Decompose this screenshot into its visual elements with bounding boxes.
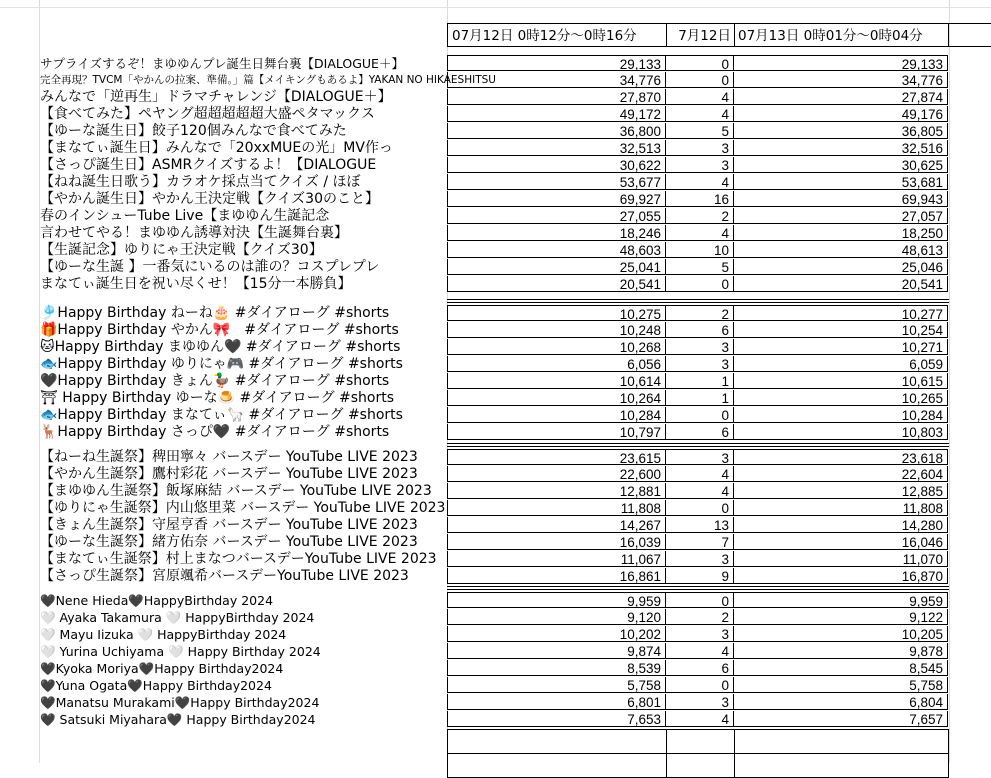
diff-cell[interactable]: 4 <box>666 106 734 122</box>
diff-cell[interactable]: 3 <box>666 694 734 710</box>
video-title-cell[interactable]: 【さっぴ生誕祭】宮原颯希バースデーYouTube LIVE 2023 <box>40 568 409 584</box>
table-row[interactable] <box>0 242 991 259</box>
views-0713-cell[interactable]: 12,885 <box>734 483 948 499</box>
diff-cell[interactable]: 3 <box>666 626 734 642</box>
table-row[interactable] <box>0 322 991 339</box>
views-0712-cell[interactable]: 36,800 <box>447 123 666 139</box>
views-0713-cell[interactable]: 25,046 <box>734 259 948 275</box>
gridline-horizontal <box>0 7 991 8</box>
group-separator <box>447 443 949 447</box>
views-0713-cell[interactable]: 7,657 <box>734 711 948 727</box>
views-0712-cell[interactable]: 49,172 <box>447 106 666 122</box>
table-row[interactable] <box>0 373 991 390</box>
header-cell-0713-time[interactable]: 07月13日 0時01分～0時04分 <box>734 23 949 47</box>
diff-cell[interactable]: 4 <box>666 225 734 241</box>
views-0712-cell[interactable]: 9,874 <box>447 643 666 659</box>
views-0713-cell[interactable]: 10,271 <box>734 339 948 355</box>
views-0712-cell[interactable]: 10,202 <box>447 626 666 642</box>
views-0712-cell[interactable]: 5,758 <box>447 677 666 693</box>
diff-cell[interactable]: 4 <box>666 483 734 499</box>
video-title-cell[interactable]: 春のインシューTube Live【まゆゆん生誕記念 <box>40 208 330 224</box>
diff-cell[interactable]: 3 <box>666 551 734 567</box>
views-0713-cell[interactable]: 8,545 <box>734 660 948 676</box>
video-title-cell[interactable]: 🖤Kyoka Moriya🖤Happy Birthday2024 <box>40 661 284 676</box>
views-0712-cell[interactable]: 14,267 <box>447 517 666 533</box>
table-row[interactable] <box>0 390 991 407</box>
views-0712-cell[interactable]: 34,776 <box>447 72 666 88</box>
views-0713-cell[interactable]: 22,604 <box>734 466 948 482</box>
views-0713-cell[interactable]: 6,804 <box>734 694 948 710</box>
video-title-cell[interactable]: 🖤Happy Birthday きょん🦆 #ダイアローグ #shorts <box>40 373 390 389</box>
table-row[interactable] <box>0 106 991 123</box>
table-row[interactable] <box>0 660 991 677</box>
diff-cell[interactable]: 2 <box>666 208 734 224</box>
views-0712-cell[interactable]: 12,881 <box>447 483 666 499</box>
views-0712-cell[interactable]: 29,133 <box>447 55 666 71</box>
views-0713-cell[interactable]: 34,776 <box>734 72 948 88</box>
views-0713-cell[interactable]: 36,805 <box>734 123 948 139</box>
table-row[interactable] <box>0 140 991 157</box>
diff-cell[interactable]: 0 <box>666 276 734 292</box>
video-title-cell[interactable]: 🖤 Satsuki Miyahara🖤 Happy Birthday2024 <box>40 712 316 727</box>
views-0713-cell[interactable]: 11,070 <box>734 551 948 567</box>
table-row[interactable] <box>0 592 991 609</box>
views-0713-cell[interactable]: 10,265 <box>734 390 948 406</box>
table-row[interactable] <box>0 174 991 191</box>
views-0712-cell[interactable]: 22,600 <box>447 466 666 482</box>
video-title-cell[interactable]: 🎁Happy Birthday やかん🎀 #ダイアローグ #shorts <box>40 322 399 338</box>
empty-cell[interactable] <box>734 729 949 754</box>
views-0713-cell[interactable]: 11,808 <box>734 500 948 516</box>
diff-cell[interactable]: 0 <box>666 677 734 693</box>
video-title-cell[interactable]: サプライズするぞ！まゆゆんプレ誕生日舞台裏【DIALOGUE＋】 <box>40 56 404 71</box>
diff-cell[interactable]: 7 <box>666 534 734 550</box>
video-title-cell[interactable]: 【まなてぃ生誕祭】村上まなつバースデーYouTube LIVE 2023 <box>40 551 437 567</box>
table-row[interactable] <box>0 225 991 242</box>
empty-cell[interactable] <box>734 753 949 778</box>
video-title-cell[interactable]: 【きょん生誕祭】守屋亨香 バースデー YouTube LIVE 2023 <box>40 517 418 533</box>
diff-cell[interactable]: 3 <box>666 449 734 465</box>
diff-cell[interactable]: 9 <box>666 568 734 584</box>
diff-cell[interactable]: 1 <box>666 390 734 406</box>
table-row[interactable] <box>0 123 991 140</box>
video-title-cell[interactable]: 🐱Happy Birthday まゆゆん🖤 #ダイアローグ #shorts <box>40 339 401 355</box>
views-0712-cell[interactable]: 32,513 <box>447 140 666 156</box>
table-row[interactable] <box>0 55 991 72</box>
group-separator <box>447 299 949 303</box>
views-0712-cell[interactable]: 25,041 <box>447 259 666 275</box>
table-row[interactable] <box>0 407 991 424</box>
views-0713-cell[interactable]: 69,943 <box>734 191 948 207</box>
video-title-cell[interactable]: ⛩ Happy Birthday ゆーな🍮 #ダイアローグ #shorts <box>40 390 395 406</box>
video-title-cell[interactable]: 【やかん生誕祭】鷹村彩花 バースデー YouTube LIVE 2023 <box>40 466 418 482</box>
diff-cell[interactable]: 4 <box>666 711 734 727</box>
views-0712-cell[interactable]: 23,615 <box>447 449 666 465</box>
header-cell-0712-time[interactable]: 07月12日 0時12分～0時16分 <box>447 23 667 47</box>
views-0712-cell[interactable]: 9,959 <box>447 592 666 608</box>
views-0712-cell[interactable]: 69,927 <box>447 191 666 207</box>
views-0712-cell[interactable]: 20,541 <box>447 276 666 292</box>
views-0713-cell[interactable]: 16,046 <box>734 534 948 550</box>
video-title-cell[interactable]: 言わせてやる！まゆゆん誘導対決【生誕舞台裏】 <box>40 225 348 241</box>
views-0713-cell[interactable]: 6,059 <box>734 356 948 372</box>
views-0713-cell[interactable]: 29,133 <box>734 55 948 71</box>
table-row[interactable] <box>0 694 991 711</box>
diff-cell[interactable]: 4 <box>666 643 734 659</box>
views-0712-cell[interactable]: 7,653 <box>447 711 666 727</box>
table-row[interactable] <box>0 568 991 585</box>
views-0712-cell[interactable]: 53,677 <box>447 174 666 190</box>
views-0713-cell[interactable]: 27,874 <box>734 89 948 105</box>
header-cell-empty[interactable] <box>948 23 991 47</box>
views-0713-cell[interactable]: 49,176 <box>734 106 948 122</box>
views-0712-cell[interactable]: 27,055 <box>447 208 666 224</box>
diff-cell[interactable]: 16 <box>666 191 734 207</box>
views-0712-cell[interactable]: 8,539 <box>447 660 666 676</box>
views-0713-cell[interactable]: 16,870 <box>734 568 948 584</box>
diff-cell[interactable]: 6 <box>666 660 734 676</box>
views-0713-cell[interactable]: 9,878 <box>734 643 948 659</box>
video-title-cell[interactable]: 【ねーね生誕祭】稗田寧々 バースデー YouTube LIVE 2023 <box>40 449 418 465</box>
diff-cell[interactable]: 6 <box>666 322 734 338</box>
video-title-cell[interactable]: 【ねね誕生日歌う】カラオケ採点当てクイズ / ほぼ <box>40 174 361 190</box>
diff-cell[interactable]: 2 <box>666 609 734 625</box>
views-0713-cell[interactable]: 9,959 <box>734 592 948 608</box>
diff-cell[interactable]: 1 <box>666 373 734 389</box>
views-0712-cell[interactable]: 10,268 <box>447 339 666 355</box>
views-0712-cell[interactable]: 10,614 <box>447 373 666 389</box>
video-title-cell[interactable]: 🎐Happy Birthday ねーね🎂 #ダイアローグ #shorts <box>40 305 390 321</box>
diff-cell[interactable]: 4 <box>666 174 734 190</box>
video-title-cell[interactable]: 🐟Happy Birthday ゆりにゃ🎮 #ダイアローグ #shorts <box>40 356 403 372</box>
views-0713-cell[interactable]: 14,280 <box>734 517 948 533</box>
table-row[interactable] <box>0 500 991 517</box>
video-title-cell[interactable]: 【さっぴ誕生日】ASMRクイズするよ！【DIALOGUE <box>40 157 377 173</box>
video-title-cell[interactable]: 【ゆーな誕生日】餃子120個みんなで食べてみた <box>40 123 347 139</box>
empty-cell[interactable] <box>447 753 667 778</box>
diff-cell[interactable]: 13 <box>666 517 734 533</box>
views-0713-cell[interactable]: 10,254 <box>734 322 948 338</box>
diff-cell[interactable]: 4 <box>666 89 734 105</box>
video-title-cell[interactable]: 🤍 Mayu Iizuka 🤍 HappyBirthday 2024 <box>40 627 287 642</box>
table-row[interactable] <box>0 339 991 356</box>
table-row[interactable] <box>0 356 991 373</box>
views-0712-cell[interactable]: 11,808 <box>447 500 666 516</box>
table-row[interactable] <box>0 449 991 466</box>
diff-cell[interactable]: 0 <box>666 72 734 88</box>
table-row[interactable] <box>0 609 991 626</box>
views-0713-cell[interactable]: 10,205 <box>734 626 948 642</box>
diff-cell[interactable]: 0 <box>666 407 734 423</box>
diff-cell[interactable]: 10 <box>666 242 734 258</box>
video-title-cell[interactable]: 【まなてぃ誕生日】みんなで「20xxMUEの光」MV作っ <box>40 140 393 156</box>
header-cell-0712[interactable]: 7月12日 <box>666 23 735 47</box>
views-0712-cell[interactable]: 27,870 <box>447 89 666 105</box>
views-0712-cell[interactable]: 16,861 <box>447 568 666 584</box>
views-0712-cell[interactable]: 10,264 <box>447 390 666 406</box>
views-0712-cell[interactable]: 10,248 <box>447 322 666 338</box>
table-row[interactable] <box>0 259 991 276</box>
video-title-cell[interactable]: 【ゆりにゃ生誕祭】内山悠里菜 バースデー YouTube LIVE 2023 <box>40 500 446 516</box>
video-title-cell[interactable]: 🦌Happy Birthday さっぴ🖤 #ダイアローグ #shorts <box>40 424 390 440</box>
views-0712-cell[interactable]: 10,797 <box>447 424 666 440</box>
video-title-cell[interactable]: まなてぃ誕生日を祝い尽くせ！【15分一本勝負】 <box>40 276 352 292</box>
video-title-cell[interactable]: 🤍 Ayaka Takamura 🤍 HappyBirthday 2024 <box>40 610 315 625</box>
diff-cell[interactable]: 0 <box>666 55 734 71</box>
views-0712-cell[interactable]: 18,246 <box>447 225 666 241</box>
table-row[interactable] <box>0 483 991 500</box>
video-title-cell[interactable]: 【やかん誕生日】やかん王決定戦【クイズ30のこと】 <box>40 191 379 207</box>
views-0712-cell[interactable]: 16,039 <box>447 534 666 550</box>
table-row[interactable] <box>0 626 991 643</box>
table-row[interactable] <box>0 208 991 225</box>
views-0713-cell[interactable]: 18,250 <box>734 225 948 241</box>
table-row[interactable] <box>0 276 991 293</box>
table-row[interactable] <box>0 517 991 534</box>
table-row[interactable] <box>0 305 991 322</box>
views-0713-cell[interactable]: 53,681 <box>734 174 948 190</box>
table-row[interactable] <box>0 191 991 208</box>
table-row[interactable] <box>0 711 991 728</box>
group-separator <box>447 586 949 590</box>
table-row[interactable] <box>0 157 991 174</box>
video-title-cell[interactable]: 【ゆーな生誕 】一番気にいるのは誰の？コスプレプレ <box>40 259 380 275</box>
table-row[interactable] <box>0 551 991 568</box>
views-0713-cell[interactable]: 10,615 <box>734 373 948 389</box>
diff-cell[interactable]: 3 <box>666 339 734 355</box>
video-title-cell[interactable]: 🤍 Yurina Uchiyama 🤍 Happy Birthday 2024 <box>40 644 321 659</box>
views-0713-cell[interactable]: 27,057 <box>734 208 948 224</box>
video-title-cell[interactable]: 🖤Yuna Ogata🖤Happy Birthday2024 <box>40 678 272 693</box>
views-0712-cell[interactable]: 11,067 <box>447 551 666 567</box>
table-row[interactable] <box>0 72 991 89</box>
views-0713-cell[interactable]: 9,122 <box>734 609 948 625</box>
views-0713-cell[interactable]: 32,516 <box>734 140 948 156</box>
empty-cell[interactable] <box>447 729 667 754</box>
views-0712-cell[interactable]: 48,603 <box>447 242 666 258</box>
diff-cell[interactable]: 3 <box>666 140 734 156</box>
video-title-cell[interactable]: 🖤Manatsu Murakami🖤Happy Birthday2024 <box>40 695 320 710</box>
views-0712-cell[interactable]: 10,275 <box>447 305 666 321</box>
table-row[interactable] <box>0 466 991 483</box>
views-0712-cell[interactable]: 6,056 <box>447 356 666 372</box>
diff-cell[interactable]: 2 <box>666 305 734 321</box>
views-0713-cell[interactable]: 10,803 <box>734 424 948 440</box>
views-0712-cell[interactable]: 9,120 <box>447 609 666 625</box>
video-title-cell[interactable]: みんなで「逆再生」ドラマチャレンジ【DIALOGUE＋】 <box>40 89 392 105</box>
views-0713-cell[interactable]: 10,284 <box>734 407 948 423</box>
views-0713-cell[interactable]: 10,277 <box>734 305 948 321</box>
video-title-cell[interactable]: 🐟Happy Birthday まなてぃ🦙 #ダイアローグ #shorts <box>40 407 403 423</box>
views-0713-cell[interactable]: 48,613 <box>734 242 948 258</box>
video-title-cell[interactable]: 完全再現？TVCM「やかんの拉案、準備。」篇【メイキングもあるよ】YAKAN NO HIKAESHITSU <box>40 74 496 86</box>
views-0712-cell[interactable]: 6,801 <box>447 694 666 710</box>
views-0713-cell[interactable]: 30,625 <box>734 157 948 173</box>
video-title-cell[interactable]: 【ゆーな生誕祭】緒方佑奈 バースデー YouTube LIVE 2023 <box>40 534 418 550</box>
diff-cell[interactable]: 5 <box>666 259 734 275</box>
empty-cell[interactable] <box>666 753 735 778</box>
diff-cell[interactable]: 3 <box>666 356 734 372</box>
views-0713-cell[interactable]: 5,758 <box>734 677 948 693</box>
views-0713-cell[interactable]: 20,541 <box>734 276 948 292</box>
views-0712-cell[interactable]: 30,622 <box>447 157 666 173</box>
diff-cell[interactable]: 3 <box>666 157 734 173</box>
diff-cell[interactable]: 4 <box>666 466 734 482</box>
video-title-cell[interactable]: 【食べてみた】ペヤング超超超超超大盛ペタマックス <box>40 106 375 122</box>
video-title-cell[interactable]: 【生誕記念】ゆりにゃ王決定戦【クイズ30】 <box>40 242 323 258</box>
table-row[interactable] <box>0 89 991 106</box>
diff-cell[interactable]: 5 <box>666 123 734 139</box>
views-0712-cell[interactable]: 10,284 <box>447 407 666 423</box>
table-row[interactable] <box>0 424 991 441</box>
video-title-cell[interactable]: 🖤Nene Hieda🖤HappyBirthday 2024 <box>40 593 274 608</box>
views-0713-cell[interactable]: 23,618 <box>734 449 948 465</box>
diff-cell[interactable]: 0 <box>666 500 734 516</box>
table-row[interactable] <box>0 677 991 694</box>
table-row[interactable] <box>0 534 991 551</box>
table-row[interactable] <box>0 643 991 660</box>
diff-cell[interactable]: 6 <box>666 424 734 440</box>
empty-cell[interactable] <box>666 729 735 754</box>
diff-cell[interactable]: 0 <box>666 592 734 608</box>
video-title-cell[interactable]: 【まゆゆん生誕祭】飯塚麻結 バースデー YouTube LIVE 2023 <box>40 483 432 499</box>
